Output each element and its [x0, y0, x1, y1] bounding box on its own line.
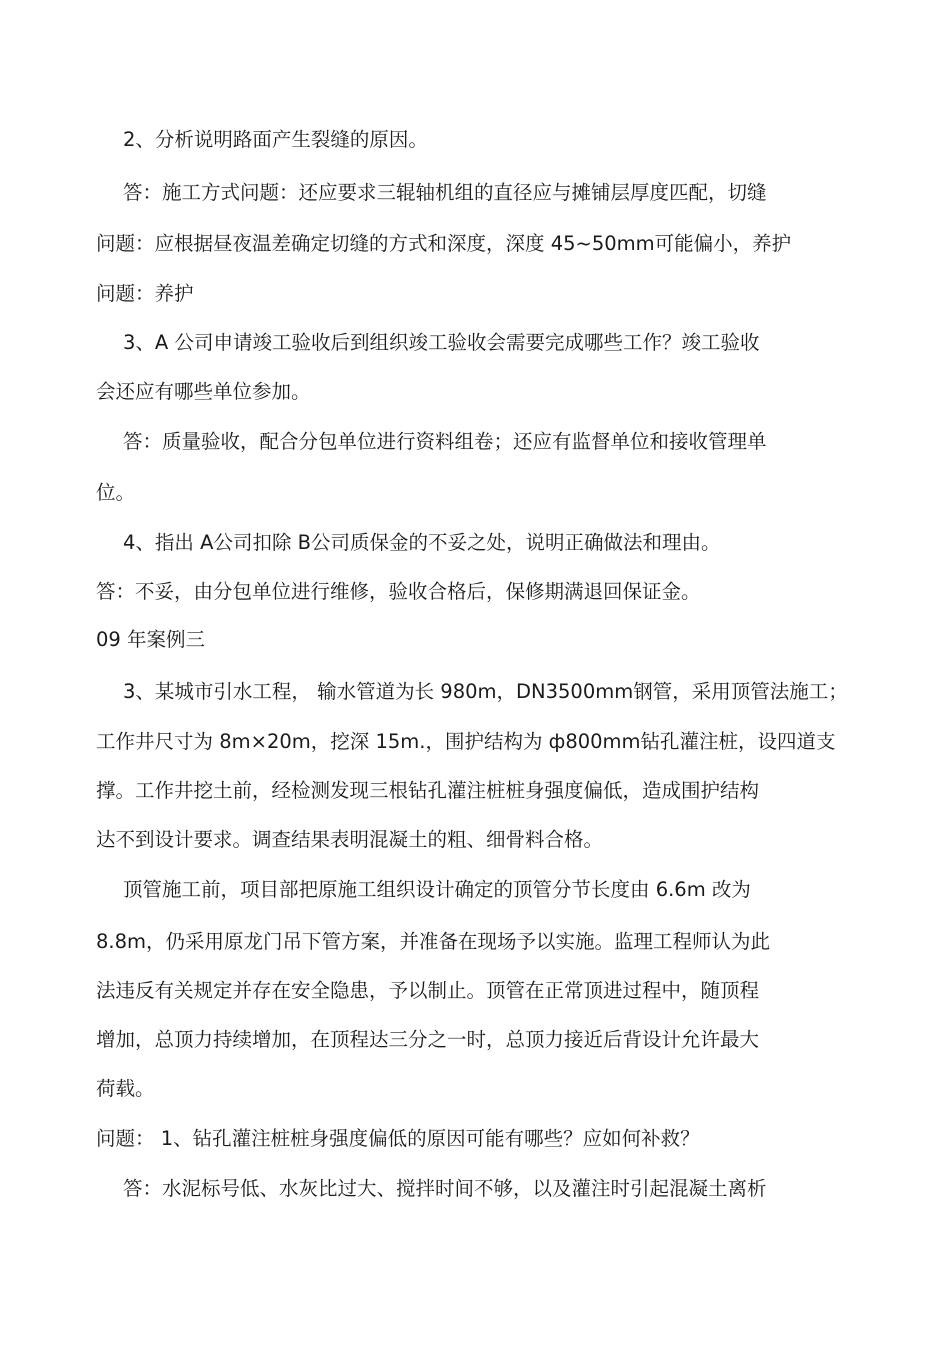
- text-line: 达不到设计要求。调查结果表明混凝土的粗、细骨料合格。: [96, 828, 604, 851]
- text-line: 撑。工作井挖土前，经检测发现三根钻孔灌注桩桩身强度偏低，造成围护结构: [96, 779, 760, 802]
- text-line: 答：不妥，由分包单位进行维修，验收合格后，保修期满退回保证金。: [96, 580, 701, 603]
- text-line: 3、某城市引水工程， 输水管道为长 980m，DN3500mm钢管，采用顶管法施工；: [123, 680, 848, 703]
- text-line: 2、分析说明路面产生裂缝的原因。: [123, 128, 428, 151]
- text-line: 答：质量验收，配合分包单位进行资料组卷；还应有监督单位和接收管理单: [123, 430, 767, 453]
- text-line: 4、指出 A公司扣除 B公司质保金的不妥之处，说明正确做法和理由。: [123, 531, 721, 554]
- text-line: 法违反有关规定并存在安全隐患，予以制止。顶管在正常顶进过程中，随顶程: [96, 979, 760, 1002]
- text-line: 问题：养护: [96, 282, 194, 305]
- text-line: 工作井尺寸为 8m×20m，挖深 15m.，围护结构为 ф800mm钻孔灌注桩，设四道支: [96, 730, 836, 753]
- text-line: 问题：应根据昼夜温差确定切缝的方式和深度，深度 45~50mm可能偏小，养护: [96, 232, 792, 255]
- text-line: 问题： 1、钻孔灌注桩桩身强度偏低的原因可能有哪些？应如何补救？: [96, 1127, 700, 1150]
- text-line: 3、A 公司申请竣工验收后到组织竣工验收会需要完成哪些工作？竣工验收: [123, 331, 760, 354]
- text-line: 答：水泥标号低、水灰比过大、搅拌时间不够，以及灌注时引起混凝土离析: [123, 1177, 767, 1200]
- text-line: 顶管施工前，项目部把原施工组织设计确定的顶管分节长度由 6.6m 改为: [123, 878, 751, 901]
- text-line: 答：施工方式问题：还应要求三辊轴机组的直径应与摊铺层厚度匹配，切缝: [123, 181, 767, 204]
- text-line: 09 年案例三: [96, 628, 206, 651]
- text-line: 会还应有哪些单位参加。: [96, 380, 311, 403]
- text-line: 荷载。: [96, 1077, 155, 1100]
- text-line: 位。: [96, 481, 136, 504]
- text-line: 增加，总顶力持续增加，在顶程达三分之一时，总顶力接近后背设计允许最大: [96, 1028, 760, 1051]
- text-line: 8.8m，仍采用原龙门吊下管方案，并准备在现场予以实施。监理工程师认为此: [96, 930, 771, 953]
